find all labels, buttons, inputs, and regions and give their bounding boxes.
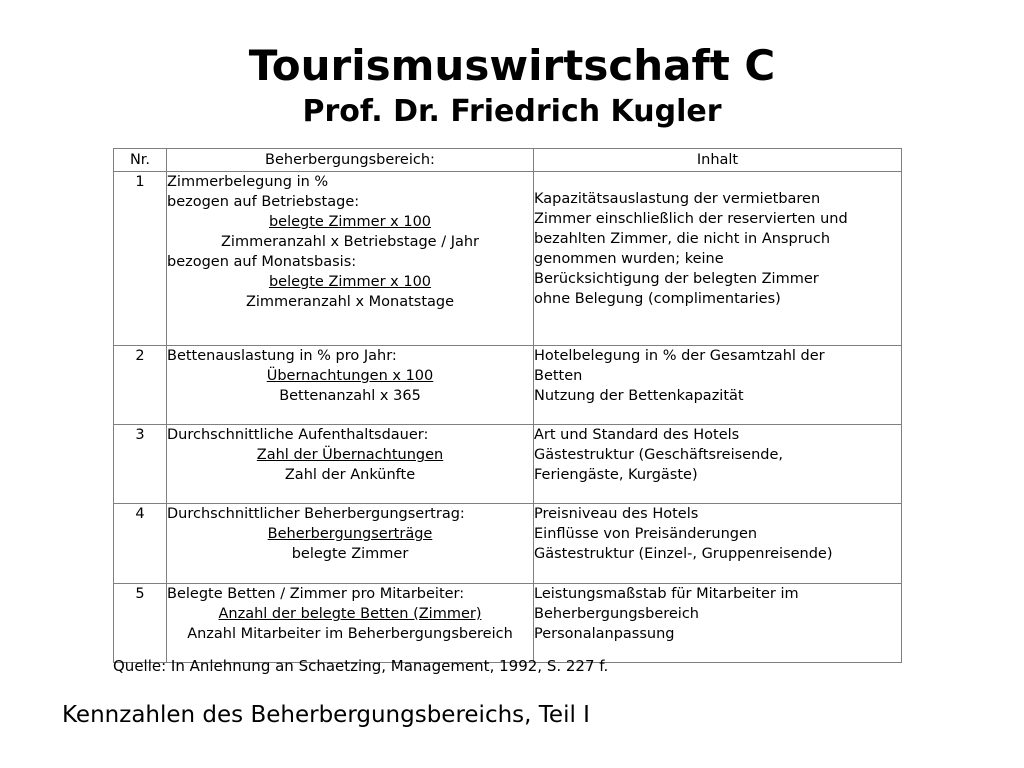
table-row: [114, 425, 902, 504]
formula-numerator: Zahl der Übernachtungen: [256, 447, 444, 463]
inhalt-cell: [534, 425, 902, 504]
bereich-cell: [167, 584, 534, 663]
table-row: [114, 584, 902, 663]
inhalt-line: Art und Standard des Hotels: [534, 427, 740, 443]
inhalt-line: Gästestruktur (Einzel-, Gruppenreisende): [534, 546, 833, 562]
formula-denominator: Zimmeranzahl x Betriebstage / Jahr: [220, 234, 480, 250]
slide-subtitle: Prof. Dr. Friedrich Kugler: [302, 94, 722, 129]
row-number: 2: [114, 346, 167, 425]
bereich-line: Belegte Betten / Zimmer pro Mitarbeiter:: [167, 586, 465, 602]
inhalt-line: Hotelbelegung in % der Gesamtzahl der: [534, 348, 825, 364]
inhalt-line: Gästestruktur (Geschäftsreisende,: [534, 447, 784, 463]
inhalt-line: Kapazitätsauslastung der vermietbaren: [534, 191, 821, 207]
table-row: [114, 172, 902, 346]
inhalt-line: Berücksichtigung der belegten Zimmer: [534, 271, 819, 287]
formula-denominator: Anzahl Mitarbeiter im Beherbergungsbereich: [187, 626, 513, 642]
bereich-cell: [167, 504, 534, 584]
inhalt-line: Personalanpassung: [534, 626, 675, 642]
inhalt-line: Beherbergungsbereich: [534, 606, 699, 622]
table-row: [114, 346, 902, 425]
header-beherbergungsbereich: Beherbergungsbereich:: [167, 149, 534, 172]
inhalt-line: Betten: [534, 368, 583, 384]
table-header-row: [114, 149, 902, 172]
row-number: 5: [114, 584, 167, 663]
row-number: 3: [114, 425, 167, 504]
formula-numerator: belegte Zimmer x 100: [268, 214, 432, 230]
bereich-line: bezogen auf Betriebstage:: [167, 194, 360, 210]
inhalt-line: bezahlten Zimmer, die nicht in Anspruch: [534, 231, 831, 247]
bereich-line: Zimmerbelegung in %: [167, 174, 329, 190]
inhalt-cell: [534, 504, 902, 584]
formula-numerator: Übernachtungen x 100: [266, 368, 434, 384]
slide-caption: Kennzahlen des Beherbergungsbereichs, Teil I: [62, 702, 590, 728]
inhalt-cell: [534, 584, 902, 663]
formula-denominator: Bettenanzahl x 365: [279, 388, 421, 404]
inhalt-cell: [534, 172, 902, 346]
bereich-cell: [167, 346, 534, 425]
formula-denominator: Zahl der Ankünfte: [284, 467, 416, 483]
header-nr: Nr.: [114, 149, 167, 172]
inhalt-line: Zimmer einschließlich der reservierten und: [534, 211, 848, 227]
formula-numerator: belegte Zimmer x 100: [268, 274, 432, 290]
formula-denominator: belegte Zimmer: [291, 546, 409, 562]
inhalt-line: Nutzung der Bettenkapazität: [534, 388, 744, 404]
table-row: [114, 504, 902, 584]
row-number: 1: [114, 172, 167, 346]
formula-denominator: Zimmeranzahl x Monatstage: [245, 294, 455, 310]
inhalt-line: genommen wurden; keine: [534, 251, 724, 267]
bereich-line: Durchschnittliche Aufenthaltsdauer:: [167, 427, 429, 443]
bereich-cell: [167, 172, 534, 346]
formula-numerator: Beherbergungserträge: [267, 526, 433, 542]
bereich-cell: [167, 425, 534, 504]
inhalt-cell: [534, 346, 902, 425]
kennzahlen-table: [113, 148, 902, 663]
inhalt-line: Leistungsmaßstab für Mitarbeiter im: [534, 586, 799, 602]
source-note: Quelle: In Anlehnung an Schaetzing, Management, 1992, S. 227 f.: [113, 657, 609, 675]
inhalt-line: Preisniveau des Hotels: [534, 506, 699, 522]
inhalt-line: ohne Belegung (complimentaries): [534, 291, 781, 307]
header-inhalt: Inhalt: [534, 149, 902, 172]
inhalt-line: Einflüsse von Preisänderungen: [534, 526, 758, 542]
formula-numerator: Anzahl der belegte Betten (Zimmer): [218, 606, 482, 622]
bereich-line: Bettenauslastung in % pro Jahr:: [167, 348, 397, 364]
bereich-line: bezogen auf Monatsbasis:: [167, 254, 357, 270]
inhalt-line: Feriengäste, Kurgäste): [534, 467, 698, 483]
slide-title: Tourismuswirtschaft C: [248, 41, 776, 90]
bereich-line: Durchschnittlicher Beherbergungsertrag:: [167, 506, 465, 522]
row-number: 4: [114, 504, 167, 584]
